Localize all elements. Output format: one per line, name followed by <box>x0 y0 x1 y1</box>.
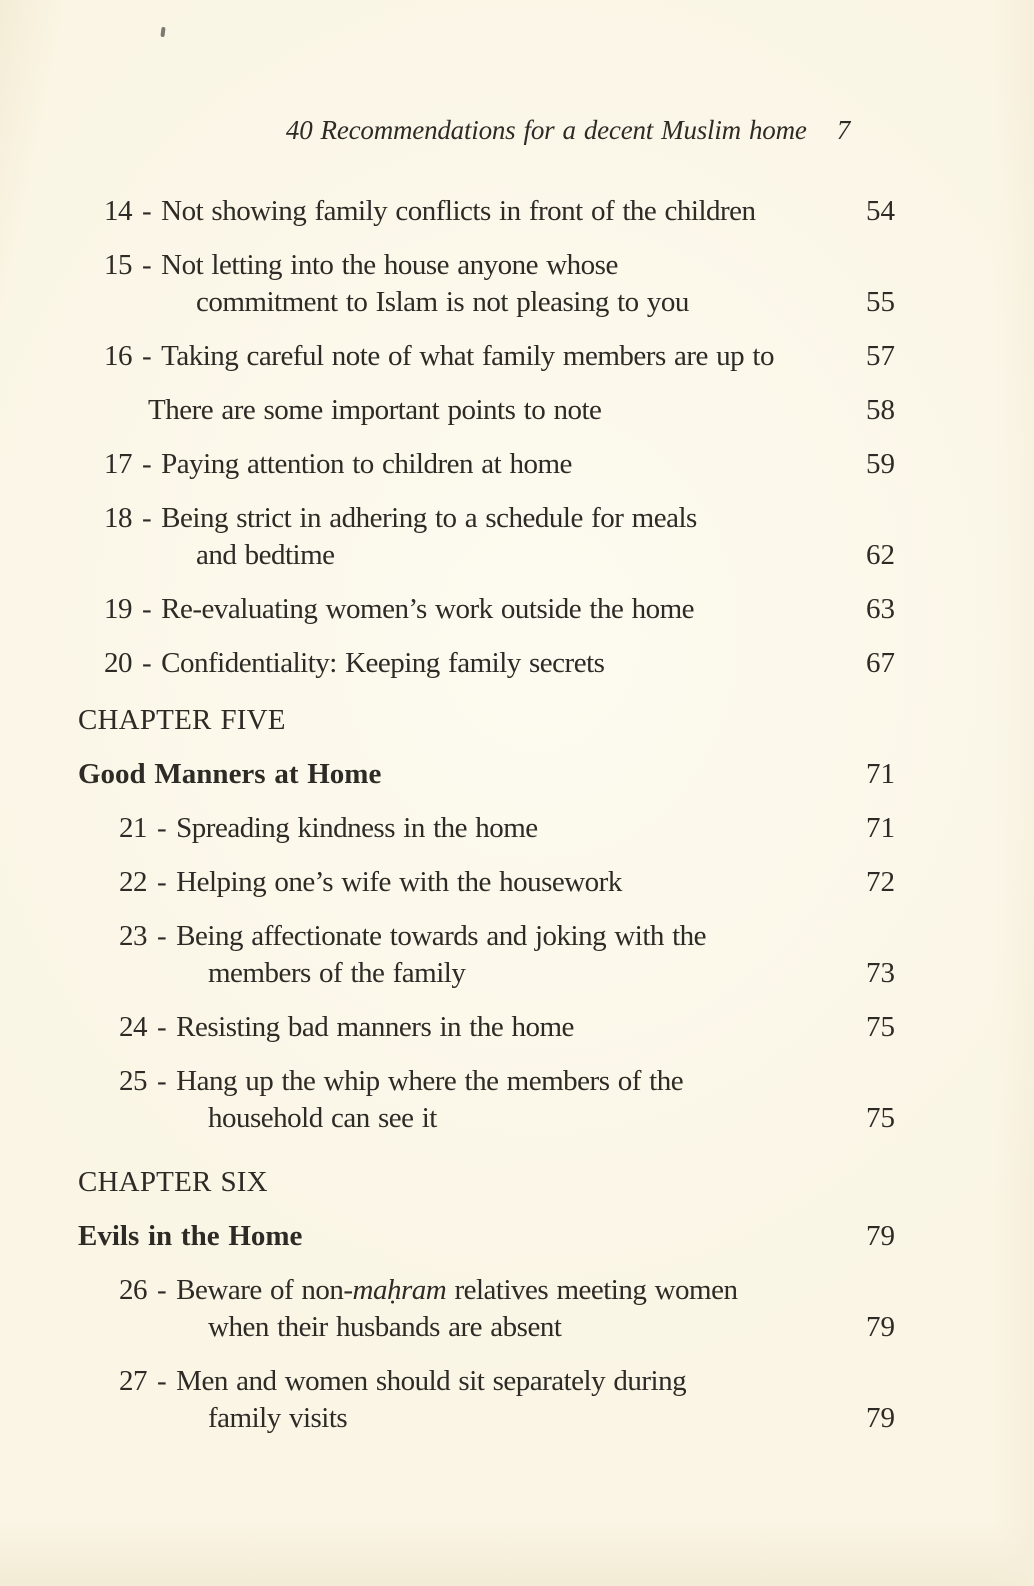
entry-text-continuation: household can see it <box>208 1102 437 1134</box>
entry-dash: - <box>157 1011 167 1043</box>
entry-number: 17 <box>104 448 132 480</box>
note-text: There are some important points to note <box>148 394 602 426</box>
entry-page-number: 59 <box>866 448 895 480</box>
entry-number: 22 <box>119 866 147 898</box>
toc-entry-16 <box>0 338 1034 375</box>
chapter-heading-five: CHAPTER FIVE <box>78 704 286 736</box>
chapter-title-good-manners <box>0 756 1034 793</box>
entry-page-number: 58 <box>866 394 895 426</box>
toc-entry-26 <box>0 1272 1034 1346</box>
entry-dash: - <box>157 1274 167 1306</box>
toc-entry-14 <box>0 193 1034 230</box>
entry-dash: - <box>157 920 167 952</box>
entry-text: Hang up the whip where the members of the <box>176 1065 684 1097</box>
entry-text-italic-term: maḥram <box>352 1274 447 1306</box>
entry-text: Not showing family conflicts in front of the children <box>161 195 756 227</box>
toc-entry-22 <box>0 864 1034 901</box>
entry-text: Taking careful note of what family members are up to <box>161 340 774 372</box>
scan-speck <box>160 27 165 37</box>
entry-text-continuation: family visits <box>208 1402 348 1434</box>
entry-text-post: relatives meeting women <box>446 1274 738 1306</box>
page-header <box>0 112 1034 149</box>
entry-dash: - <box>142 340 152 372</box>
entry-text-continuation: and bedtime <box>196 539 335 571</box>
entry-text: Resisting bad manners in the home <box>176 1011 574 1043</box>
entry-text-continuation: commitment to Islam is not pleasing to you <box>196 286 689 318</box>
entry-page-number: 67 <box>866 647 895 679</box>
entry-text: Paying attention to children at home <box>161 448 572 480</box>
toc-entry-25 <box>0 1063 1034 1137</box>
entry-text: Re-evaluating women’s work outside the home <box>161 593 695 625</box>
toc-entry-23 <box>0 918 1034 992</box>
entry-text: Being strict in adhering to a schedule for meals <box>161 502 697 534</box>
chapter-heading-six: CHAPTER SIX <box>78 1166 268 1198</box>
entry-number: 27 <box>119 1365 147 1397</box>
running-title: 40 Recommendations for a decent Muslim home <box>285 115 807 145</box>
entry-number: 15 <box>104 249 132 281</box>
entry-page-number: 75 <box>866 1102 895 1134</box>
toc-entry-21 <box>0 810 1034 847</box>
entry-page-number: 54 <box>866 195 895 227</box>
entry-text-continuation: members of the family <box>208 957 466 989</box>
toc-entry-17 <box>0 446 1034 483</box>
entry-number: 18 <box>104 502 132 534</box>
entry-number: 23 <box>119 920 147 952</box>
entry-page-number: 79 <box>866 1311 895 1343</box>
entry-number: 14 <box>104 195 132 227</box>
entry-page-number: 72 <box>866 866 895 898</box>
toc-note <box>0 392 1034 429</box>
entry-text <box>176 1274 737 1306</box>
toc-entry-20 <box>0 645 1034 682</box>
entry-dash: - <box>142 249 152 281</box>
entry-page-number: 62 <box>866 539 895 571</box>
entry-dash: - <box>157 812 167 844</box>
toc-entry-27 <box>0 1363 1034 1437</box>
toc-entry-15 <box>0 247 1034 321</box>
chapter-title-text: Evils in the Home <box>78 1220 303 1252</box>
toc-entry-19 <box>0 591 1034 628</box>
entry-number: 25 <box>119 1065 147 1097</box>
entry-text: Spreading kindness in the home <box>176 812 538 844</box>
entry-number: 19 <box>104 593 132 625</box>
entry-text: Helping one’s wife with the housework <box>176 866 622 898</box>
entry-page-number: 73 <box>866 957 895 989</box>
entry-number: 26 <box>119 1274 147 1306</box>
entry-page-number: 75 <box>866 1011 895 1043</box>
entry-dash: - <box>142 647 152 679</box>
entry-text: Not letting into the house anyone whose <box>161 249 618 281</box>
chapter-title-evils <box>0 1218 1034 1255</box>
entry-dash: - <box>142 502 152 534</box>
toc-entry-24 <box>0 1009 1034 1046</box>
entry-number: 21 <box>119 812 147 844</box>
entry-text: Confidentiality: Keeping family secrets <box>161 647 605 679</box>
entry-dash: - <box>142 593 152 625</box>
entry-number: 24 <box>119 1011 147 1043</box>
entry-dash: - <box>142 195 152 227</box>
toc-entry-18 <box>0 500 1034 574</box>
entry-page-number: 55 <box>866 286 895 318</box>
entry-text: Being affectionate towards and joking with the <box>176 920 707 952</box>
chapter-title-text: Good Manners at Home <box>78 758 382 790</box>
entry-text-continuation: when their husbands are absent <box>208 1311 562 1343</box>
entry-dash: - <box>157 866 167 898</box>
page-number-top: 7 <box>836 115 850 145</box>
entry-dash: - <box>157 1065 167 1097</box>
entry-page-number: 63 <box>866 593 895 625</box>
entry-page-number: 79 <box>866 1220 895 1252</box>
entry-page-number: 71 <box>866 758 895 790</box>
entry-number: 20 <box>104 647 132 679</box>
entry-text-pre: Beware of non- <box>176 1274 353 1306</box>
entry-page-number: 57 <box>866 340 895 372</box>
entry-text: Men and women should sit separately during <box>176 1365 687 1397</box>
entry-page-number: 71 <box>866 812 895 844</box>
entry-dash: - <box>142 448 152 480</box>
entry-page-number: 79 <box>866 1402 895 1434</box>
entry-number: 16 <box>104 340 132 372</box>
entry-dash: - <box>157 1365 167 1397</box>
